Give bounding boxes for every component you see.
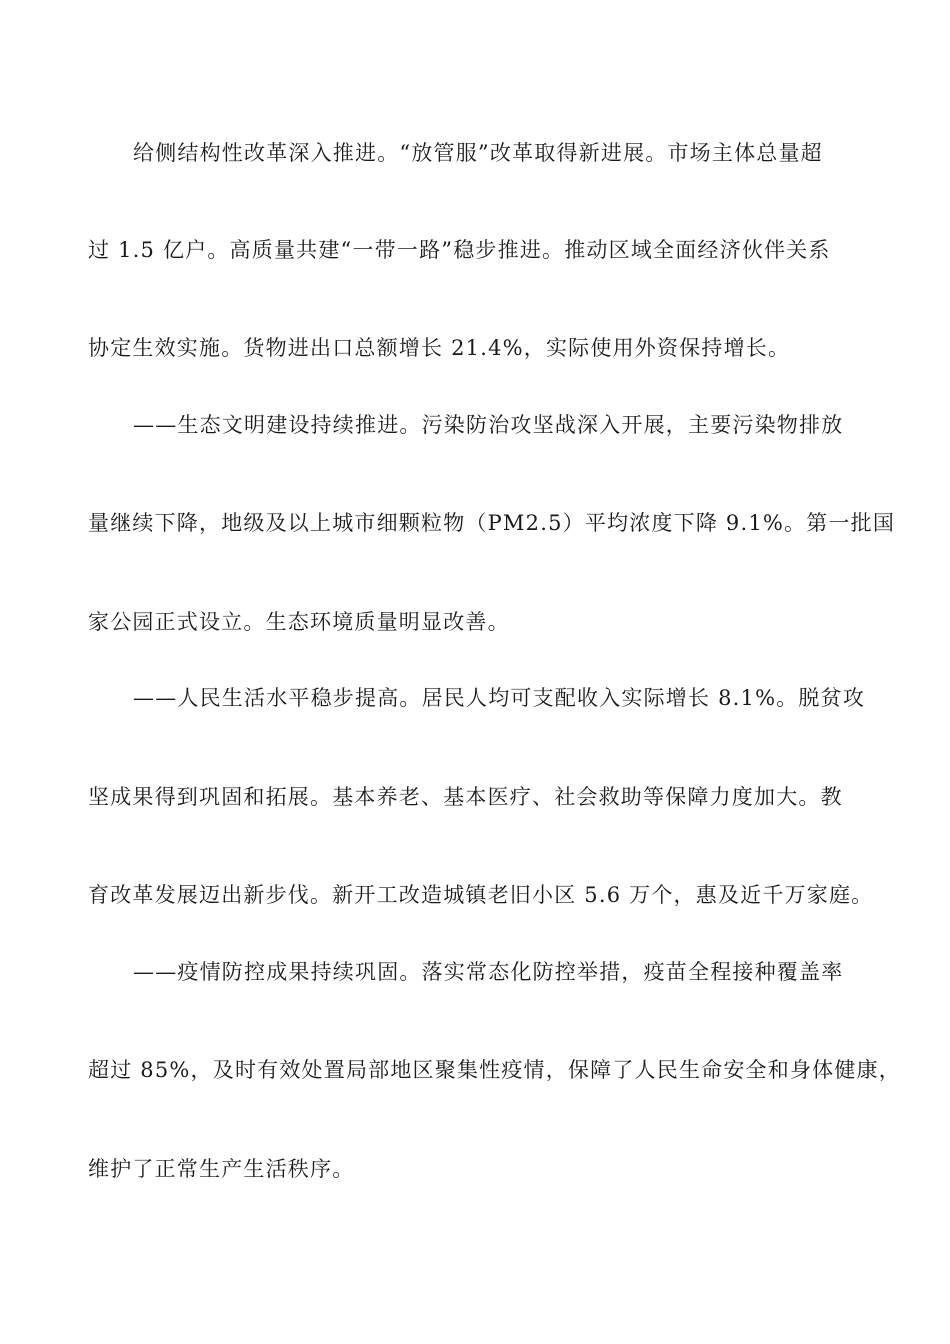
paragraph-line: ——人民生活水平稳步提高。居民人均可支配收入实际增长 8.1%。脱贫攻: [133, 686, 866, 710]
paragraph-line: 过 1.5 亿户。高质量共建“一带一路”稳步推进。推动区域全面经济伙伴关系: [88, 238, 831, 262]
paragraph-line: 家公园正式设立。生态环境质量明显改善。: [88, 610, 510, 634]
paragraph-line: 育改革发展迈出新步伐。新开工改造城镇老旧小区 5.6 万个，惠及近千万家庭。: [88, 883, 874, 907]
paragraph-line: ——生态文明建设持续推进。污染防治攻坚战深入开展，主要污染物排放: [133, 413, 844, 437]
paragraph-line: 量继续下降，地级及以上城市细颗粒物（PM2.5）平均浓度下降 9.1%。第一批国: [88, 511, 896, 535]
paragraph-line: 超过 85%，及时有效处置局部地区聚集性疫情，保障了人民生命安全和身体健康，: [88, 1058, 901, 1082]
paragraph-line: 给侧结构性改革深入推进。“放管服”改革取得新进展。市场主体总量超: [133, 141, 823, 165]
paragraph-line: 坚成果得到巩固和拓展。基本养老、基本医疗、社会救助等保障力度加大。教: [88, 785, 843, 809]
paragraph-line: 维护了正常生产生活秩序。: [88, 1157, 355, 1181]
paragraph-line: ——疫情防控成果持续巩固。落实常态化防控举措，疫苗全程接种覆盖率: [133, 960, 844, 984]
paragraph-line: 协定生效实施。货物进出口总额增长 21.4%，实际使用外资保持增长。: [88, 336, 791, 360]
